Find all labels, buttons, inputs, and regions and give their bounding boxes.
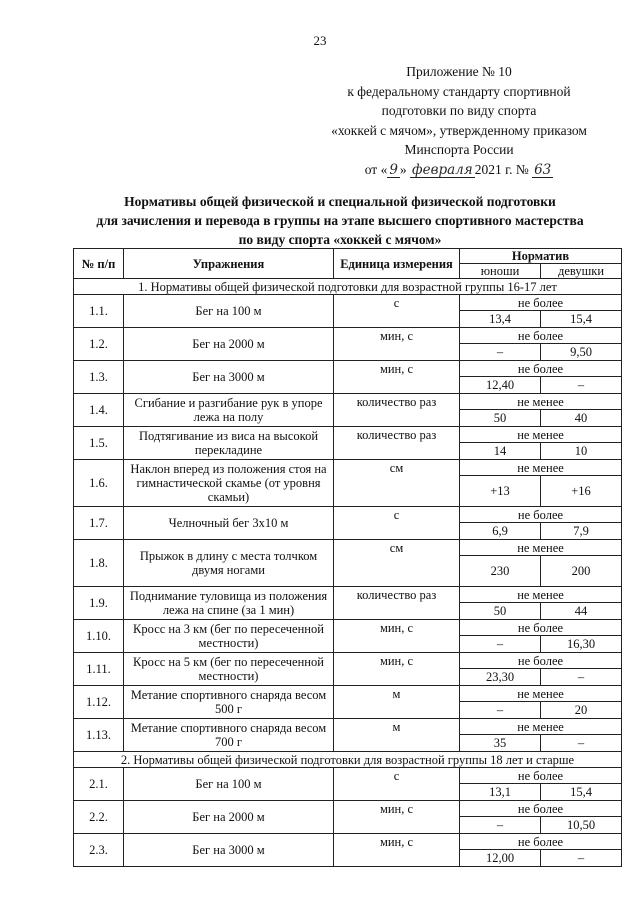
row-number: 1.10.	[74, 620, 124, 653]
row-number: 1.5.	[74, 427, 124, 460]
row-number: 1.12.	[74, 686, 124, 719]
row-unit: м	[334, 686, 460, 719]
row-girls-value: 40	[541, 410, 622, 427]
table-row	[74, 507, 622, 523]
table-row	[74, 328, 622, 344]
table-row	[74, 540, 622, 556]
document-title	[40, 192, 640, 249]
appendix-line: к федеральному стандарту спортивной	[347, 83, 571, 99]
row-boys-value: 14	[460, 443, 541, 460]
table-row	[74, 834, 622, 850]
title-line: по виду спорта «хоккей с мячом»	[238, 232, 442, 247]
row-unit: с	[334, 768, 460, 801]
order-year: 2021 г. №	[474, 161, 529, 177]
table-row	[74, 394, 622, 410]
row-exercise: Бег на 100 м	[124, 768, 334, 801]
row-number: 1.3.	[74, 361, 124, 394]
row-number: 1.7.	[74, 507, 124, 540]
row-girls-value: 16,30	[541, 636, 622, 653]
row-boys-value: 35	[460, 735, 541, 752]
section-title: 2. Нормативы общей физической подготовки для возрастной группы 18 лет и старше	[74, 752, 622, 768]
row-number: 2.2.	[74, 801, 124, 834]
row-condition: не менее	[460, 719, 622, 735]
row-number: 1.6.	[74, 460, 124, 507]
row-boys-value: 12,40	[460, 377, 541, 394]
table-row	[74, 719, 622, 735]
table-row	[74, 653, 622, 669]
row-condition: не менее	[460, 427, 622, 443]
order-number: 63	[534, 161, 552, 178]
appendix-line: Минспорта России	[404, 142, 514, 157]
header-norm: Норматив	[460, 249, 622, 264]
row-condition: не более	[460, 834, 622, 850]
section-title: 1. Нормативы общей физической подготовки для возрастной группы 16-17 лет	[74, 279, 622, 295]
row-condition: не менее	[460, 587, 622, 603]
section-row	[74, 752, 622, 768]
row-girls-value: 7,9	[541, 523, 622, 540]
row-condition: не более	[460, 620, 622, 636]
date-prefix: от «	[364, 161, 388, 177]
row-girls-value: 200	[541, 556, 622, 587]
row-girls-value: 9,50	[541, 344, 622, 361]
row-exercise: Метание спортивного снаряда весом 700 г	[124, 719, 334, 752]
row-boys-value: 13,1	[460, 784, 541, 801]
row-condition: не более	[460, 328, 622, 344]
row-condition: не более	[460, 801, 622, 817]
row-condition: не менее	[460, 540, 622, 556]
row-exercise: Сгибание и разгибание рук в упоре лежа на полу	[124, 394, 334, 427]
row-boys-value: –	[460, 636, 541, 653]
row-boys-value: 6,9	[460, 523, 541, 540]
row-girls-value: 15,4	[541, 311, 622, 328]
row-girls-value: –	[541, 735, 622, 752]
table-row	[74, 361, 622, 377]
row-boys-value: 13,4	[460, 311, 541, 328]
row-number: 1.4.	[74, 394, 124, 427]
row-unit: м	[334, 719, 460, 752]
table-row	[74, 460, 622, 476]
header-num: № п/п	[74, 249, 124, 279]
row-unit: мин, с	[334, 834, 460, 867]
row-girls-value: +16	[541, 476, 622, 507]
row-girls-value: –	[541, 850, 622, 867]
table-row	[74, 686, 622, 702]
row-unit: мин, с	[334, 328, 460, 361]
row-number: 1.13.	[74, 719, 124, 752]
order-date-line	[300, 160, 618, 180]
appendix-line: «хоккей с мячом», утвержденному приказом	[331, 122, 587, 138]
row-unit: количество раз	[334, 394, 460, 427]
row-unit: мин, с	[334, 361, 460, 394]
row-condition: не более	[460, 507, 622, 523]
row-unit: количество раз	[334, 587, 460, 620]
appendix-line: Приложение № 10	[406, 64, 512, 79]
row-girls-value: –	[541, 377, 622, 394]
appendix-line: подготовки по виду спорта	[381, 103, 537, 118]
date-mid: »	[399, 161, 407, 177]
table-row	[74, 427, 622, 443]
section-row	[74, 279, 622, 295]
header-girls: девушки	[541, 264, 622, 279]
row-boys-value: 50	[460, 603, 541, 620]
order-month: февраля	[412, 161, 473, 178]
row-boys-value: –	[460, 344, 541, 361]
row-unit: количество раз	[334, 427, 460, 460]
row-number: 1.1.	[74, 295, 124, 328]
table-row	[74, 801, 622, 817]
row-unit: см	[334, 540, 460, 587]
row-number: 1.11.	[74, 653, 124, 686]
row-exercise: Поднимание туловища из положения лежа на спине (за 1 мин)	[124, 587, 334, 620]
row-number: 1.2.	[74, 328, 124, 361]
title-line: для зачисления и перевода в группы на этапе высшего спортивного мастерства	[96, 213, 584, 228]
row-number: 1.8.	[74, 540, 124, 587]
order-day: 9	[389, 161, 398, 178]
row-condition: не более	[460, 295, 622, 311]
row-unit: мин, с	[334, 801, 460, 834]
row-exercise: Наклон вперед из положения стоя на гимнастической скамье (от уровня скамьи)	[124, 460, 334, 507]
row-unit: мин, с	[334, 653, 460, 686]
row-condition: не более	[460, 768, 622, 784]
row-girls-value: 15,4	[541, 784, 622, 801]
table-row	[74, 587, 622, 603]
row-girls-value: 20	[541, 702, 622, 719]
row-exercise: Прыжок в длину с места толчком двумя ногами	[124, 540, 334, 587]
row-condition: не более	[460, 653, 622, 669]
row-unit: с	[334, 295, 460, 328]
table-row	[74, 295, 622, 311]
row-girls-value: 10	[541, 443, 622, 460]
row-boys-value: +13	[460, 476, 541, 507]
table-row	[74, 620, 622, 636]
row-exercise: Бег на 3000 м	[124, 834, 334, 867]
row-exercise: Кросс на 3 км (бег по пересеченной местности)	[124, 620, 334, 653]
row-condition: не менее	[460, 394, 622, 410]
row-exercise: Бег на 2000 м	[124, 328, 334, 361]
row-number: 2.3.	[74, 834, 124, 867]
header-unit: Единица измерения	[334, 249, 460, 279]
row-unit: мин, с	[334, 620, 460, 653]
row-exercise: Бег на 2000 м	[124, 801, 334, 834]
row-exercise: Бег на 100 м	[124, 295, 334, 328]
row-exercise: Челночный бег 3х10 м	[124, 507, 334, 540]
row-exercise: Бег на 3000 м	[124, 361, 334, 394]
row-girls-value: –	[541, 669, 622, 686]
appendix-block	[300, 62, 618, 179]
header-exercise: Упражнения	[124, 249, 334, 279]
row-exercise: Подтягивание из виса на высокой перекладине	[124, 427, 334, 460]
row-condition: не более	[460, 361, 622, 377]
table-row	[74, 768, 622, 784]
page-number: 23	[313, 33, 327, 48]
row-boys-value: 12,00	[460, 850, 541, 867]
norms-table	[73, 248, 622, 867]
row-boys-value: 50	[460, 410, 541, 427]
row-number: 2.1.	[74, 768, 124, 801]
row-exercise: Кросс на 5 км (бег по пересеченной местности)	[124, 653, 334, 686]
row-boys-value: 23,30	[460, 669, 541, 686]
row-boys-value: –	[460, 817, 541, 834]
row-unit: см	[334, 460, 460, 507]
row-condition: не менее	[460, 686, 622, 702]
row-girls-value: 44	[541, 603, 622, 620]
row-exercise: Метание спортивного снаряда весом 500 г	[124, 686, 334, 719]
row-boys-value: 230	[460, 556, 541, 587]
row-number: 1.9.	[74, 587, 124, 620]
header-boys: юноши	[460, 264, 541, 279]
title-line: Нормативы общей физической и специальной физической подготовки	[124, 194, 556, 209]
row-unit: с	[334, 507, 460, 540]
row-condition: не менее	[460, 460, 622, 476]
row-boys-value: –	[460, 702, 541, 719]
row-girls-value: 10,50	[541, 817, 622, 834]
